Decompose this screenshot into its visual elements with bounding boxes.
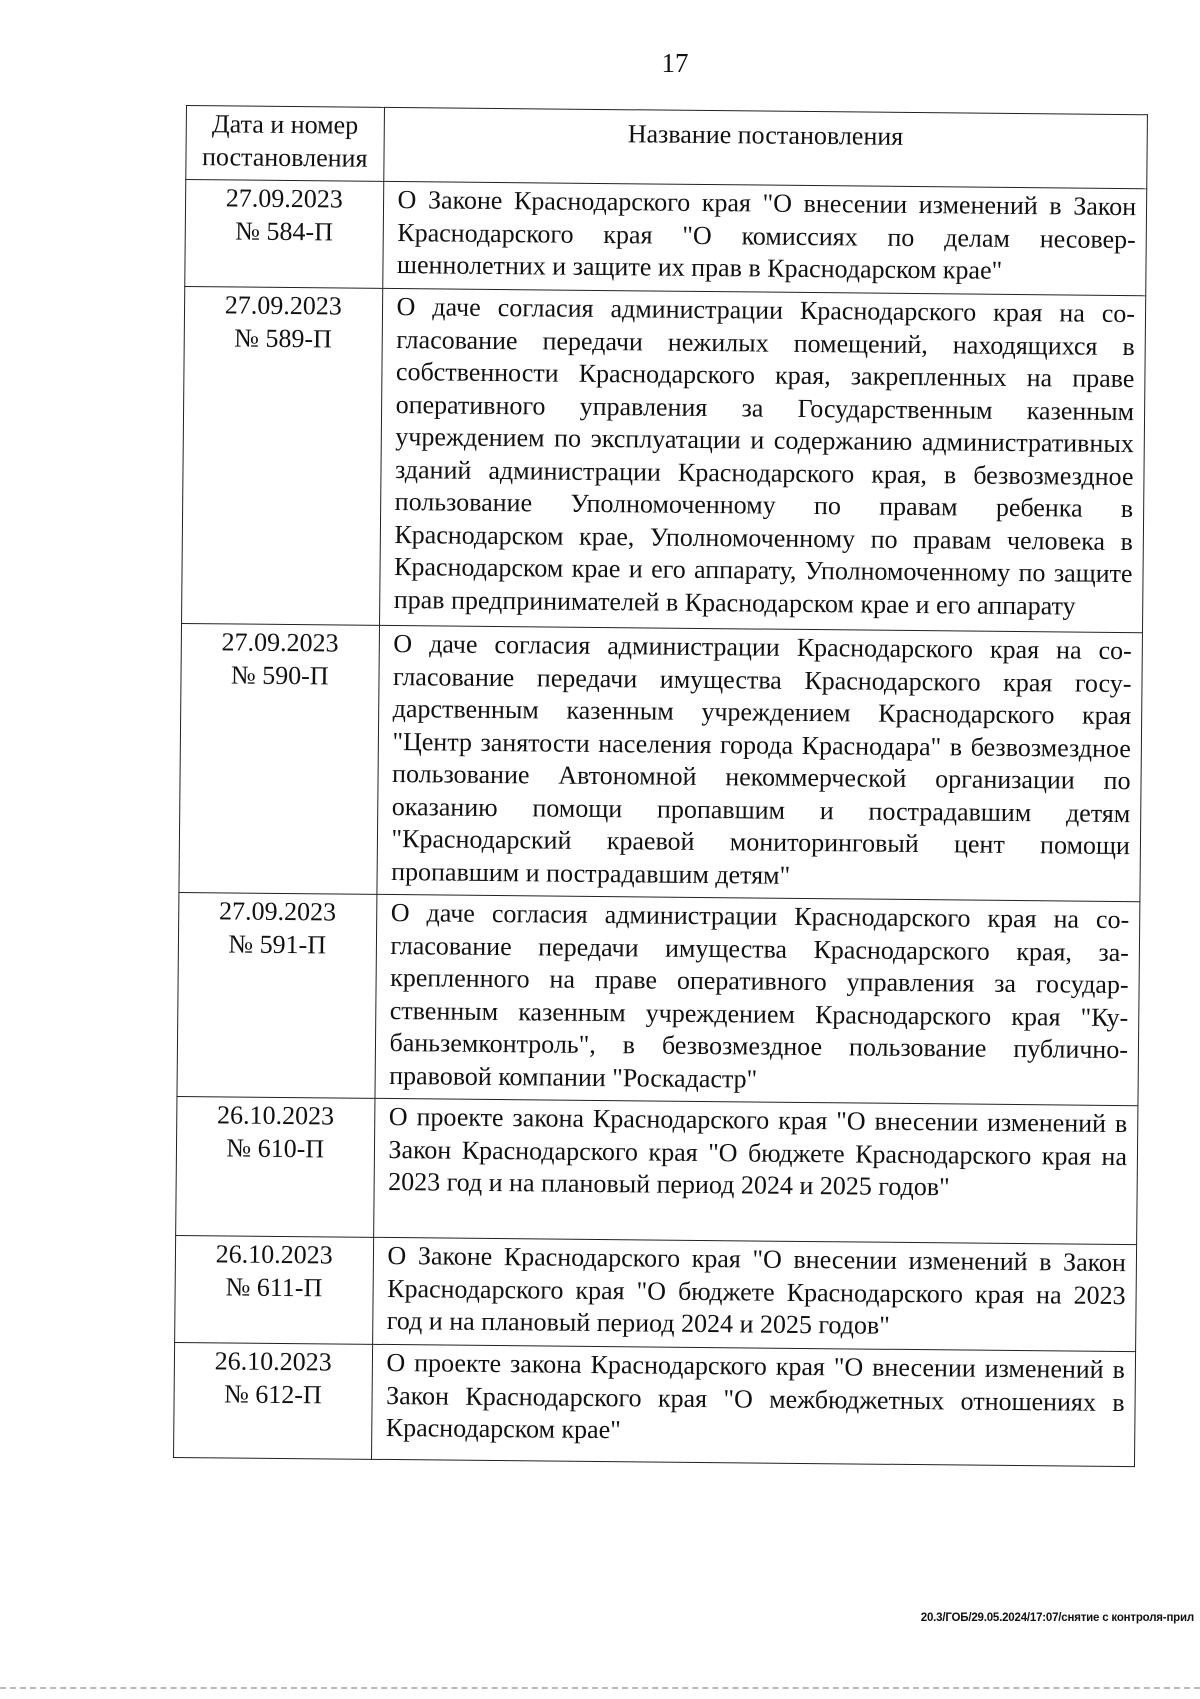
resolution-title: О даче согласия администрации Краснодарского края на согласование передачи имущества Краснодарского края, закрепленного на праве оперативного управления за государственным казенным учреждением Краснодарского края "Кубаньземконтроль", в безвозмездное пользование публично-правовой компании "Роскадастр" — [375, 894, 1140, 1105]
date-number-cell — [182, 286, 383, 625]
resolution-number: № 584-П — [235, 215, 334, 246]
table-header-row — [186, 106, 1148, 189]
resolution-date: 27.09.2023 — [224, 290, 342, 321]
resolutions-table — [173, 105, 1148, 1467]
table-row — [182, 286, 1146, 632]
page-number: 17 — [661, 48, 689, 78]
date-number-cell — [176, 1096, 375, 1237]
resolution-number: № 612-П — [223, 1378, 322, 1409]
table-row — [179, 623, 1143, 901]
table-row — [175, 1235, 1137, 1351]
date-number-cell — [177, 892, 376, 1098]
resolution-title: О Законе Краснодарского края "О внесении изменений в Закон Краснодарского края "О бюджете Краснодарского края на 2023 год и на плановый период 2024 и 2025 годов" — [372, 1237, 1136, 1351]
resolution-number: № 610-П — [226, 1132, 325, 1163]
resolution-date: 27.09.2023 — [218, 896, 337, 927]
header-resolution-title: Название постановления — [383, 107, 1147, 188]
date-number-cell — [179, 623, 379, 894]
table-row — [177, 892, 1140, 1105]
scan-edge-line — [0, 1687, 1200, 1689]
resolution-number: № 591-П — [228, 928, 327, 959]
resolution-title: О даче согласия администрации Краснодарского края на согласование передачи нежилых помещений, находящихся в собственности Краснодарского края, закрепленных на праве оперативного управления за Государственным казенным учреждением по эксплуатации и содержанию административных зданий администрации Краснодарского края, в безвозмездное пользование Уполномоченному по правам ребенка в Краснодарском крае, Уполномоченному по правам человека в Краснодарском крае и его аппарату, Уполномоченному по защите прав предпринимателей в Краснодарском крае и его аппарату — [379, 288, 1146, 632]
resolution-number: № 590-П — [230, 659, 329, 690]
table-row — [174, 1342, 1136, 1466]
resolution-title: О даче согласия администрации Краснодарского края на согласование передачи имущества Краснодарского края государственным казенным учреждением Краснодарского края "Центр занятости населения города Краснодара" в безвозмездное пользование Автономной некоммерческой организации по оказанию помощи пропавшим и пострадавшим детям "Краснодарский краевой мониторинговый цент помощи пропавшим и пострадавшим детям" — [376, 625, 1142, 901]
date-number-cell — [185, 180, 384, 289]
resolution-date: 26.10.2023 — [214, 1346, 332, 1377]
resolution-date: 27.09.2023 — [225, 183, 344, 214]
date-number-cell — [174, 1342, 373, 1459]
resolution-title: О Законе Краснодарского края "О внесении изменений в Закон Краснодарского края "О комиссиях по делам несовершеннолетних и защите их прав в Краснодарском крае" — [382, 181, 1146, 295]
resolution-number: № 611-П — [225, 1271, 323, 1302]
table-row — [185, 180, 1147, 296]
resolution-number: № 589-П — [234, 322, 333, 353]
resolution-date: 27.09.2023 — [221, 627, 339, 658]
header-date-number: Дата и номер постановления — [186, 106, 384, 182]
resolution-title: О проекте закона Краснодарского края "О внесении изменений в Закон Краснодарского края "О межбюджетных отношениях в Краснодарском крае" — [371, 1344, 1136, 1466]
resolution-date: 26.10.2023 — [216, 1100, 335, 1131]
table-row — [176, 1096, 1138, 1244]
document-control-stamp: 20.3/ГОБ/29.05.2024/17:07/снятие с контроля-прил — [920, 1612, 1194, 1624]
resolution-title: О проекте закона Краснодарского края "О внесении изменений в Закон Краснодарского края "О бюджете Краснодарского края на 2023 год и на плановый период 2024 и 2025 годов" — [373, 1098, 1138, 1244]
date-number-cell — [175, 1235, 374, 1344]
resolution-date: 26.10.2023 — [215, 1239, 333, 1270]
